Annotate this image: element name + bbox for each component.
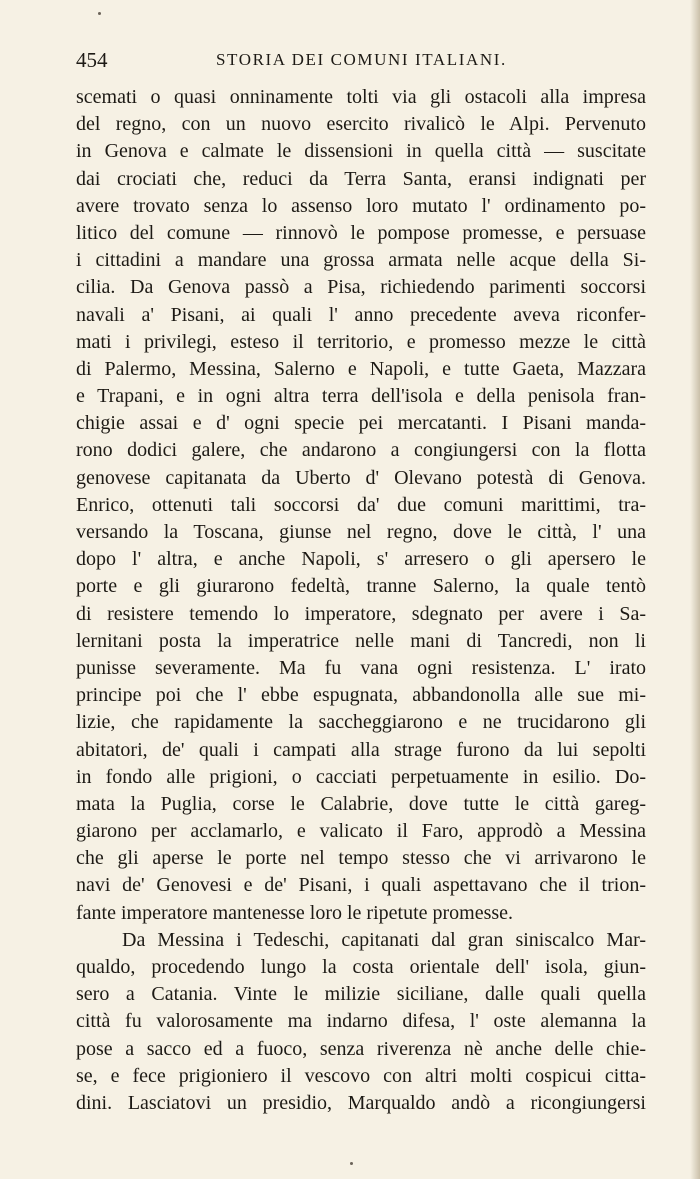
body-text (76, 84, 646, 1117)
text-line: dini. Lasciatovi un presidio, Marqualdo andò a ricongiungersi (76, 1091, 646, 1114)
text-line: sero a Catania. Vinte le milizie siciliane, dalle quali quella (76, 983, 646, 1006)
print-speck (350, 1162, 353, 1165)
text-line: abitatori, de' quali i campati alla strage furono da lui sepolti (76, 738, 646, 761)
text-line: giarono per acclamarlo, e valicato il Faro, approdò a Messina (76, 820, 646, 843)
text-line: Enrico, ottenuti tali soccorsi da' due comuni marittimi, tra- (76, 493, 646, 516)
text-line: cilia. Da Genova passò a Pisa, richiedendo parimenti soccorsi (76, 276, 646, 299)
text-line: lernitani posta la imperatrice nelle mani di Tancredi, non li (76, 629, 646, 652)
running-head: STORIA DEI COMUNI ITALIANI. (216, 50, 507, 69)
page-number: 454 (76, 48, 108, 72)
text-line: di Palermo, Messina, Salerno e Napoli, e tutte Gaeta, Mazzara (76, 357, 646, 380)
page-edge-shadow (690, 0, 700, 1179)
text-line: principe poi che l' ebbe espugnata, abbandonolla alle sue mi- (76, 684, 646, 707)
text-line: lizie, che rapidamente la saccheggiarono e ne trucidarono gli (76, 711, 646, 734)
text-line: in fondo alle prigioni, o cacciati perpetuamente in esilio. Do- (76, 765, 646, 788)
text-line: di resistere temendo lo imperatore, sdegnato per avere i Sa- (76, 602, 646, 625)
page-header (76, 44, 646, 74)
text-line: navi de' Genovesi e de' Pisani, i quali aspettavano che il trion- (76, 874, 646, 897)
text-line: e Trapani, e in ogni altra terra dell'isola e della penisola fran- (76, 385, 646, 408)
text-line: fante imperatore mantenesse loro le ripetute promesse. (76, 901, 514, 924)
text-line: del regno, con un nuovo esercito rivalicò le Alpi. Pervenuto (76, 113, 646, 136)
text-line: mati i privilegi, esteso il territorio, e promesso mezze le città (76, 330, 646, 353)
text-line: chigie assai e d' ogni specie pei mercatanti. I Pisani manda- (76, 412, 646, 435)
text-line: pose a sacco ed a fuoco, senza riverenza nè anche delle chie- (76, 1037, 646, 1060)
text-line: in Genova e calmate le dissensioni in quella città — suscitate (76, 140, 646, 163)
text-line: qualdo, procedendo lungo la costa orientale dell' isola, giun- (76, 956, 646, 978)
print-speck (98, 12, 101, 15)
text-line: litico del comune — rinnovò le pompose promesse, e persuase (76, 221, 646, 244)
text-line: scemati o quasi onninamente tolti via gli ostacoli alla impresa (76, 86, 646, 108)
text-line: se, e fece prigioniero il vescovo con altri molti cospicui citta- (76, 1064, 646, 1087)
text-line: i cittadini a mandare una grossa armata nelle acque della Si- (76, 249, 646, 272)
text-line: avere trovato senza lo assenso loro mutato l' ordinamento po- (76, 194, 646, 217)
text-line: rono dodici galere, che andarono a congiungersi con la flotta (76, 439, 646, 462)
text-line: dopo l' altra, e anche Napoli, s' arresero o gli apersero le (76, 548, 646, 571)
text-line: città fu valorosamente ma indarno difesa, l' oste alemanna la (76, 1010, 646, 1033)
text-line: dai crociati che, reduci da Terra Santa, eransi indignati per (76, 167, 646, 190)
text-line: versando la Toscana, giunse nel regno, dove le città, l' una (76, 521, 646, 543)
text-line: genovese capitanata da Uberto d' Olevano potestà di Genova. (76, 466, 646, 489)
text-line: punisse severamente. Ma fu vana ogni resistenza. L' irato (76, 656, 646, 679)
text-line: navali a' Pisani, ai quali l' anno precedente aveva riconfer- (76, 303, 646, 326)
text-line: che gli aperse le porte nel tempo stesso che vi arrivarono le (76, 847, 646, 870)
text-line: mata la Puglia, corse le Calabrie, dove tutte le città gareg- (76, 792, 646, 815)
paragraph-first-line: Da Messina i Tedeschi, capitanati dal gran siniscalco Mar- (122, 928, 646, 951)
text-line: porte e gli giurarono fedeltà, tranne Salerno, la quale tentò (76, 575, 646, 598)
